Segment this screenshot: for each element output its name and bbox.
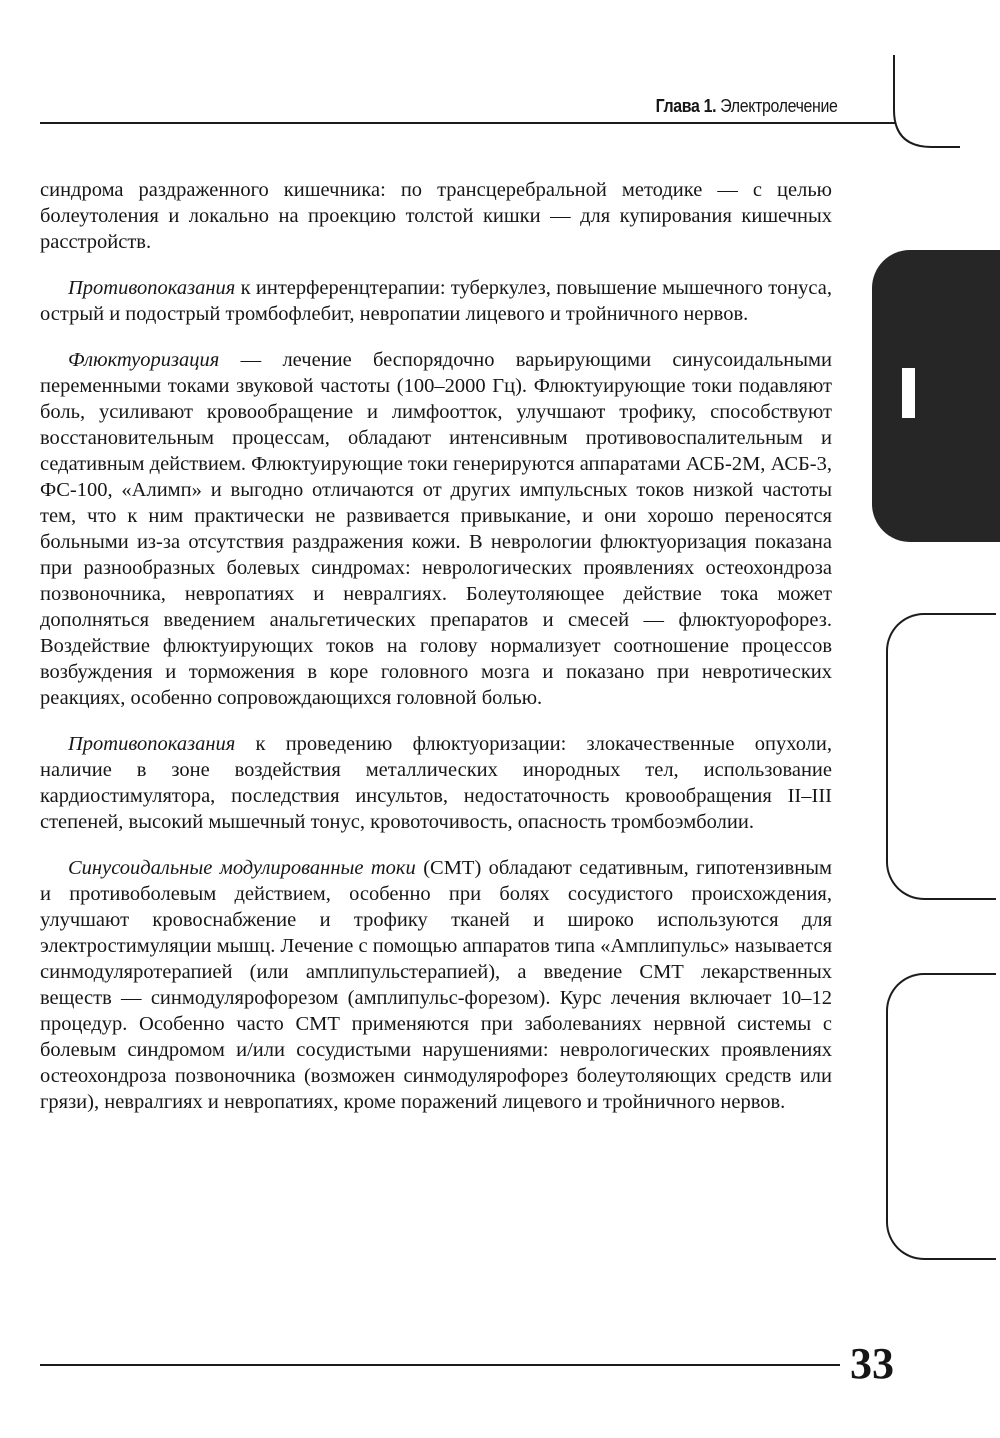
- paragraph: [40, 177, 832, 255]
- chapter-number: Глава 1.: [656, 95, 717, 116]
- paragraph: [40, 731, 832, 835]
- chapter-title: Электролечение: [720, 95, 838, 116]
- paragraph-lead-term: Противопоказания: [68, 277, 236, 299]
- paragraph-text: к интерференцтерапии: туберкулез, повышение мышечного тонуса, острый и подострый тромбофлебит, невропатии лицевого и тройничного нервов.: [40, 277, 832, 325]
- paragraph-text: к проведению флюктуоризации: злокачественные опухоли, наличие в зоне воздействия металлических инородных тел, использование кардиостимулятора, последствия инсультов, недостаточность кровообращения II–III степеней, высокий мышечный тонус, кровоточивость, опасность тромбоэмболии.: [40, 733, 832, 833]
- running-header: [656, 95, 838, 117]
- header-corner-bracket: [880, 55, 960, 165]
- paragraph: [40, 855, 832, 1115]
- page-number: 33: [850, 1339, 894, 1388]
- paragraph-text: синдрома раздраженного кишечника: по трансцеребральной методике — с целью болеутоления и локально на проекцию толстой кишки — для купирования кишечных расстройств.: [40, 179, 832, 253]
- paragraph-text: — лечение беспорядочно варьирующими синусоидальными переменными токами звуковой частоты (100–2000 Гц). Флюктуирующие токи подавляют боль, усиливают кровообращение и лимфоотток, улучшают трофику, способствуют восстановительным процессам, обладают интенсивным противовоспалительным и седативным действием. Флюктуирующие токи генерируются аппаратами АСБ-2М, АСБ-3, ФС-100, «Алимп» и выгодно отличаются от других импульсных токов низкой частоты тем, что к ним практически не развивается привыкание, и они хорошо переносятся больными из-за отсутствия раздражения кожи. В неврологии флюктуоризация показана при разнообразных болевых синдромах: неврологических проявлениях остеохондроза позвоночника, невропатиях и невралгиях. Болеутоляющее действие тока может дополняться введением анальгетических препаратов и смесей — флюктуорофорез. Воздействие флюктуирующих токов на голову нормализует соотношение процессов возбуждения и торможения в коре головного мозга и показано при невротических реакциях, особенно сопровождающихся головной болью.: [40, 349, 832, 709]
- paragraph-lead-term: Синусоидальные модулированные токи: [68, 857, 416, 879]
- empty-thumb-tab: [886, 973, 996, 1260]
- footer-rule: [40, 1364, 840, 1366]
- chapter-thumb-tab: [872, 250, 1000, 542]
- paragraph: [40, 275, 832, 327]
- paragraph-text: (СМТ) обладают седативным, гипотензивным и противоболевым действием, особенно при болях сосудистого происхождения, улучшают кровоснабжение и трофику тканей и широко используются для электростимуляции мышц. Лечение с помощью аппаратов типа «Амплипульс» называется синмодуляротерапией (или амплипульстерапией), а введение СМТ лекарственных веществ — синмодулярофорезом (амплипульс-форезом). Курс лечения включает 10–12 процедур. Особенно часто СМТ применяются при заболеваниях нервной системы с болевым синдромом и/или сосудистыми нарушениями: неврологических проявлениях остеохондроза позвоночника (возможен синмодулярофорез болеутоляющих средств или грязи), невралгиях и невропатиях, кроме поражений лицевого и тройничного нервов.: [40, 857, 832, 1113]
- paragraph-lead-term: Флюктуоризация: [68, 349, 220, 371]
- chapter-tab-numeral: [902, 368, 915, 418]
- empty-thumb-tab: [886, 613, 996, 900]
- paragraph-lead-term: Противопоказания: [68, 733, 236, 755]
- page-body: [40, 177, 832, 1135]
- header-rule: [40, 122, 895, 124]
- paragraph: [40, 347, 832, 711]
